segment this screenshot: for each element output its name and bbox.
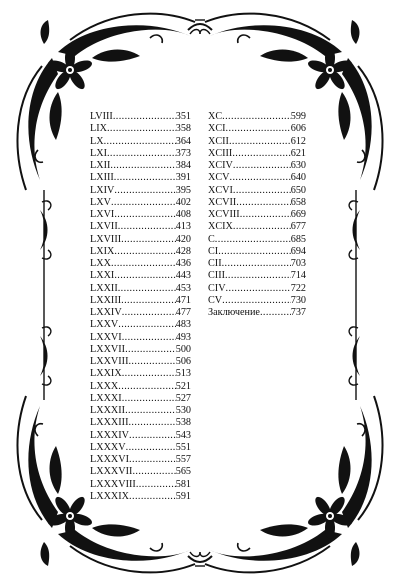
- leader-dots: [122, 332, 176, 344]
- leader-dots: [114, 246, 175, 258]
- toc-entry-label: LXXIII: [90, 294, 122, 306]
- toc-entry-page: 565: [175, 466, 191, 478]
- toc-entry-page: 703: [290, 258, 306, 269]
- toc-entry-label: LXXXI: [90, 392, 122, 404]
- toc-entry-page: 722: [290, 282, 306, 294]
- toc-entry-label: XCVII: [208, 196, 237, 208]
- leader-dots: [104, 136, 176, 148]
- toc-entry-page: 428: [175, 245, 191, 257]
- leader-dots: [111, 258, 176, 270]
- toc-entry: [90, 221, 191, 233]
- toc-entry: [208, 295, 306, 307]
- toc-entry: [208, 136, 306, 148]
- leader-dots: [125, 344, 176, 356]
- toc-entry: [90, 393, 191, 405]
- leader-dots: [121, 234, 176, 246]
- toc-entry-label: XCI: [208, 123, 226, 135]
- toc-entry-label: LXIII: [90, 172, 114, 184]
- toc-entry: [90, 148, 191, 160]
- leader-dots: [128, 417, 175, 429]
- toc-entry: [208, 185, 306, 197]
- toc-entry-page: 506: [175, 356, 191, 367]
- toc-entry: [208, 148, 306, 160]
- toc-entry-label: LXXXIX: [90, 490, 130, 502]
- toc-entry-label: LXXI: [90, 270, 115, 282]
- leader-dots: [240, 209, 291, 221]
- toc-entry-page: 493: [175, 331, 191, 343]
- toc-entry-label: CI: [208, 245, 219, 257]
- toc-entry-page: 358: [175, 123, 191, 135]
- toc-entry-label: LXXXV: [90, 441, 126, 453]
- toc-entry-page: 606: [290, 123, 306, 135]
- toc-entry-label: LXXXVI: [90, 454, 130, 465]
- toc-entry: [90, 172, 191, 184]
- toc-entry: [90, 442, 191, 454]
- toc-entry: [90, 295, 191, 307]
- toc-entry: [208, 221, 306, 233]
- toc-entry-page: 471: [175, 294, 191, 306]
- toc-entry-page: 364: [175, 135, 191, 147]
- toc-entry-page: 373: [175, 147, 191, 159]
- toc-entry-page: 551: [175, 441, 191, 453]
- leader-dots: [114, 270, 175, 282]
- toc-entry-label: C: [208, 233, 215, 245]
- leader-dots: [129, 430, 176, 442]
- toc-entry: [90, 479, 191, 491]
- toc-entry: [208, 283, 306, 295]
- toc-entry-label: Заключение: [208, 307, 260, 318]
- leader-dots: [107, 123, 176, 135]
- toc-column-left: [90, 111, 191, 503]
- toc-entry-label: LXXVIII: [90, 356, 129, 367]
- toc-entry-page: 640: [290, 172, 306, 184]
- toc-entry: [90, 234, 191, 246]
- toc-entry-page: 543: [175, 429, 191, 441]
- toc-entry-page: 581: [175, 478, 191, 490]
- leader-dots: [129, 454, 176, 466]
- toc-entry-label: LXXVI: [90, 331, 122, 343]
- toc-entry-page: 714: [290, 270, 306, 282]
- toc-entry-page: 436: [175, 258, 191, 269]
- toc-entry-label: LX: [90, 135, 104, 147]
- toc-entry-label: LXVI: [90, 209, 115, 220]
- leader-dots: [226, 283, 291, 295]
- leader-dots: [118, 283, 176, 295]
- toc-entry-page: 694: [290, 245, 306, 257]
- toc-entry-page: 630: [290, 160, 306, 171]
- leader-dots: [118, 221, 176, 233]
- toc-entry-label: CIII: [208, 270, 225, 282]
- toc-entry-page: 413: [175, 221, 191, 233]
- toc-entry-page: 677: [290, 221, 306, 233]
- toc-entry: [208, 307, 306, 319]
- toc-entry-page: 650: [290, 184, 306, 196]
- toc-column-right: [208, 111, 306, 319]
- leader-dots: [114, 185, 175, 197]
- toc-entry-label: XC: [208, 111, 223, 122]
- toc-entry: [90, 136, 191, 148]
- toc-entry-label: LXXXVII: [90, 466, 133, 478]
- toc-entry-label: LXI: [90, 147, 107, 159]
- toc-entry-page: 538: [175, 417, 191, 429]
- toc-entry-label: LXXXII: [90, 405, 126, 416]
- toc-entry-label: LXXVII: [90, 343, 126, 355]
- toc-entry-page: 408: [175, 209, 191, 220]
- toc-entry: [208, 246, 306, 258]
- toc-entry-page: 612: [290, 135, 306, 147]
- leader-dots: [122, 393, 176, 405]
- toc-entry: [90, 319, 191, 331]
- leader-dots: [233, 160, 291, 172]
- toc-entry: [208, 160, 306, 172]
- toc-entry-label: LXXIV: [90, 307, 122, 318]
- toc-entry-label: LXXX: [90, 380, 119, 392]
- toc-entry-page: 513: [175, 368, 191, 380]
- leader-dots: [114, 172, 176, 184]
- toc-entry-label: XCIII: [208, 147, 233, 159]
- toc-entry: [90, 111, 191, 123]
- toc-entry: [208, 234, 306, 246]
- toc-entry: [90, 332, 191, 344]
- toc-entry-label: XCV: [208, 172, 230, 184]
- leader-dots: [122, 368, 176, 380]
- toc-entry: [90, 160, 191, 172]
- leader-dots: [121, 295, 176, 307]
- toc-entry-page: 402: [175, 196, 191, 208]
- toc-entry: [90, 491, 191, 503]
- toc-entry-label: LXVII: [90, 221, 118, 233]
- toc-entry-page: 730: [290, 294, 306, 306]
- toc-entry: [90, 381, 191, 393]
- toc-entry-label: XCIX: [208, 221, 233, 233]
- toc-entry-label: XCVI: [208, 184, 233, 196]
- leader-dots: [113, 111, 176, 123]
- toc-entry: [90, 368, 191, 380]
- toc-entry-label: XCIV: [208, 160, 233, 171]
- toc-entry-label: LXVIII: [90, 233, 122, 245]
- leader-dots: [222, 111, 291, 123]
- toc-entry-label: XCVIII: [208, 209, 240, 220]
- toc-entry-page: 395: [175, 184, 191, 196]
- toc-entry: [90, 246, 191, 258]
- toc-entry: [208, 209, 306, 221]
- leader-dots: [226, 123, 291, 135]
- leader-dots: [229, 136, 291, 148]
- leader-dots: [136, 479, 176, 491]
- toc-entry: [208, 258, 306, 270]
- leader-dots: [111, 197, 176, 209]
- toc-entry: [208, 123, 306, 135]
- leader-dots: [218, 246, 291, 258]
- toc-entry: [90, 356, 191, 368]
- leader-dots: [236, 197, 290, 209]
- leader-dots: [232, 148, 290, 160]
- toc-entry: [90, 417, 191, 429]
- toc-entry-page: 391: [175, 172, 191, 184]
- toc-entry: [208, 270, 306, 282]
- toc-entry-page: 658: [290, 196, 306, 208]
- toc-entry-page: 591: [175, 490, 191, 502]
- leader-dots: [126, 442, 176, 454]
- toc-entry: [90, 258, 191, 270]
- toc-entry-page: 530: [175, 405, 191, 416]
- toc-entry-label: CV: [208, 294, 223, 306]
- toc-entry-label: CIV: [208, 282, 226, 294]
- leader-dots: [118, 381, 175, 393]
- toc-entry-page: 737: [290, 307, 306, 318]
- toc-entry-page: 384: [175, 160, 191, 171]
- toc-entry: [208, 111, 306, 123]
- leader-dots: [107, 148, 176, 160]
- toc-entry: [90, 454, 191, 466]
- toc-entry-label: LXII: [90, 160, 111, 171]
- toc-entry-label: CII: [208, 258, 222, 269]
- toc-entry: [90, 123, 191, 135]
- toc-entry-page: 527: [175, 392, 191, 404]
- leader-dots: [260, 307, 291, 319]
- toc-entry: [208, 197, 306, 209]
- toc-entry-page: 500: [175, 343, 191, 355]
- toc-entry-page: 521: [175, 380, 191, 392]
- leader-dots: [129, 491, 176, 503]
- toc-entry: [90, 197, 191, 209]
- toc-entry-page: 557: [175, 454, 191, 465]
- toc-entry-label: LXXII: [90, 282, 118, 294]
- leader-dots: [122, 307, 176, 319]
- toc-entry-page: 669: [290, 209, 306, 220]
- toc-entry-page: 685: [290, 233, 306, 245]
- toc-entry-label: LXV: [90, 196, 111, 208]
- leader-dots: [132, 466, 175, 478]
- toc-entry-page: 477: [175, 307, 191, 318]
- toc-entry-page: 351: [175, 111, 191, 122]
- leader-dots: [230, 172, 291, 184]
- leader-dots: [118, 319, 175, 331]
- toc-entry: [90, 430, 191, 442]
- toc-entry-page: 420: [175, 233, 191, 245]
- toc-entry-label: LVIII: [90, 111, 113, 122]
- leader-dots: [222, 258, 291, 270]
- toc-entry-page: 599: [290, 111, 306, 122]
- toc-entry-label: LXX: [90, 258, 111, 269]
- toc-entry-page: 621: [290, 147, 306, 159]
- leader-dots: [110, 160, 175, 172]
- toc-entry-label: XCII: [208, 135, 229, 147]
- toc-entry-label: LXIX: [90, 245, 115, 257]
- toc-entry: [90, 307, 191, 319]
- toc-entry: [90, 283, 191, 295]
- leader-dots: [225, 270, 291, 282]
- toc-entry-label: LXXV: [90, 319, 119, 331]
- leader-dots: [233, 185, 291, 197]
- toc-entry-label: LXXXIII: [90, 417, 129, 429]
- leader-dots: [125, 405, 176, 417]
- toc-entry: [90, 209, 191, 221]
- leader-dots: [215, 234, 291, 246]
- leader-dots: [128, 356, 175, 368]
- toc-entry-label: LXXXIV: [90, 429, 130, 441]
- toc-entry-page: 483: [175, 319, 191, 331]
- toc-entry-label: LXXIX: [90, 368, 122, 380]
- toc-entry: [90, 344, 191, 356]
- toc-entry-page: 443: [175, 270, 191, 282]
- toc-entry: [90, 466, 191, 478]
- toc-entry: [90, 270, 191, 282]
- toc-entry-label: LXXXVIII: [90, 478, 136, 490]
- toc-entry-label: LXIV: [90, 184, 115, 196]
- leader-dots: [233, 221, 291, 233]
- leader-dots: [114, 209, 175, 221]
- toc-entry-page: 453: [175, 282, 191, 294]
- leader-dots: [222, 295, 291, 307]
- toc-entry: [90, 405, 191, 417]
- toc-entry: [208, 172, 306, 184]
- toc-entry-label: LIX: [90, 123, 107, 135]
- toc-entry: [90, 185, 191, 197]
